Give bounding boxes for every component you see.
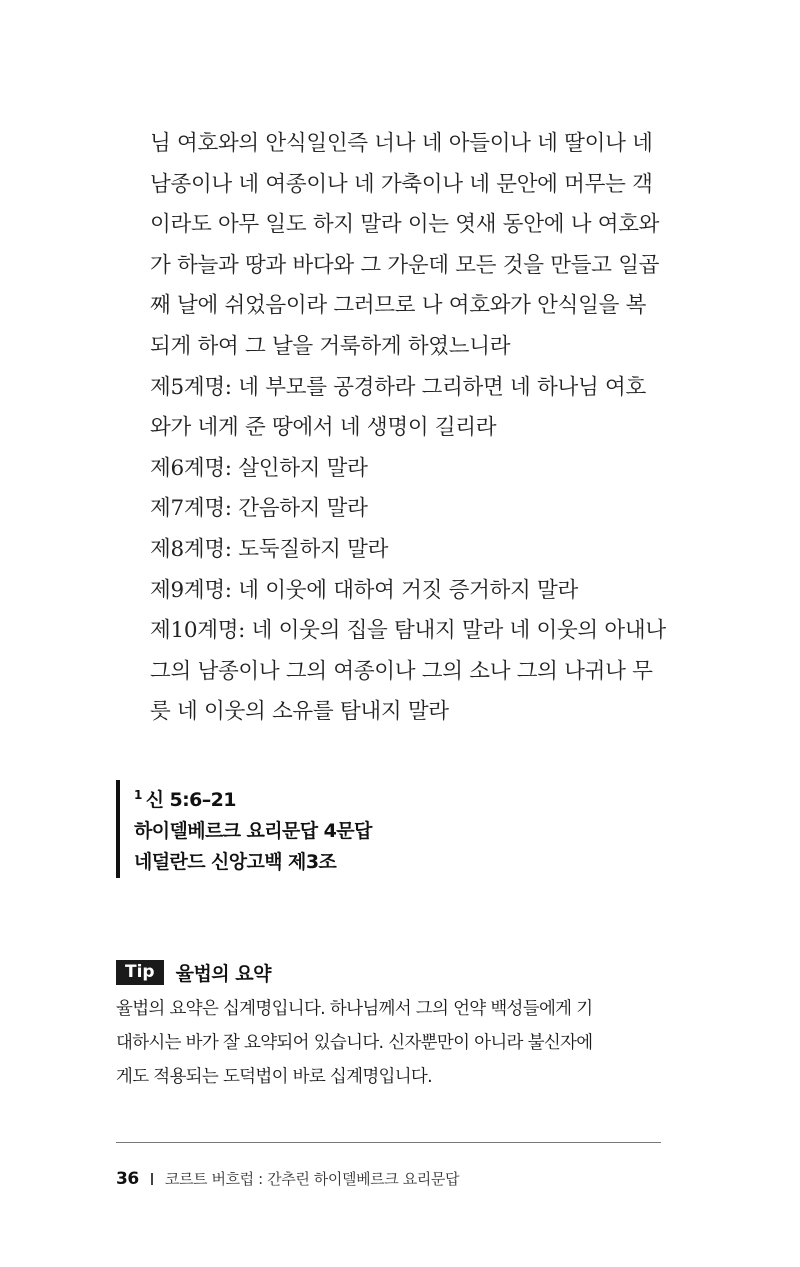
tip-body xyxy=(116,992,676,1094)
reference-scripture: 신 5:6–21 xyxy=(145,789,236,811)
verse-line-commandment-8: 제8계명: 도둑질하지 말라 xyxy=(150,536,389,562)
verse-line: 째 날에 쉬었음이라 그러므로 나 여호와가 안식일을 복 xyxy=(150,293,647,319)
page-footer xyxy=(116,1168,459,1189)
tip-header xyxy=(116,958,271,986)
verse-line: 와가 네게 준 땅에서 네 생명이 길리라 xyxy=(150,415,497,441)
footer-divider xyxy=(116,1142,661,1143)
verse-line: 남종이나 네 여종이나 네 가축이나 네 문안에 머무는 객 xyxy=(150,171,653,197)
verse-line: 님 여호와의 안식일인즉 너나 네 아들이나 네 딸이나 네 xyxy=(150,131,653,156)
footer-separator xyxy=(151,1173,153,1185)
page-number: 36 xyxy=(116,1168,139,1189)
verse-line-commandment-10: 제10계명: 네 이웃의 집을 탐내지 말라 네 이웃의 아내나 xyxy=(150,618,666,644)
reference-line-catechism: 하이델베르크 요리문답 4문답 xyxy=(134,820,372,842)
scripture-passage xyxy=(150,124,670,733)
verse-line: 그의 남종이나 그의 여종이나 그의 소나 그의 나귀나 무 xyxy=(150,658,653,684)
footnote-mark: 1 xyxy=(134,788,142,802)
verse-line-commandment-6: 제6계명: 살인하지 말라 xyxy=(150,455,368,481)
verse-line: 가 하늘과 땅과 바다와 그 가운데 모든 것을 만들고 일곱 xyxy=(150,252,660,278)
verse-line: 릇 네 이웃의 소유를 탐내지 말라 xyxy=(150,699,449,725)
tip-body-line: 게도 적용되는 도덕법이 바로 십계명입니다. xyxy=(116,1067,433,1087)
verse-line-commandment-9: 제9계명: 네 이웃에 대하여 거짓 증거하지 말라 xyxy=(150,577,578,603)
tip-badge: Tip xyxy=(116,960,164,985)
verse-line: 이라도 아무 일도 하지 말라 이는 엿새 동안에 나 여호와 xyxy=(150,212,660,238)
reference-line-scripture xyxy=(134,780,372,816)
tip-body-line: 대하시는 바가 잘 요약되어 있습니다. 신자뿐만이 아니라 불신자에 xyxy=(116,1033,593,1053)
verse-line-commandment-7: 제7계명: 간음하지 말라 xyxy=(150,496,368,522)
book-title: 코르트 버흐럽 : 간추린 하이델베르크 요리문답 xyxy=(164,1170,460,1188)
reference-line-confession: 네덜란드 신앙고백 제3조 xyxy=(134,851,337,873)
reference-block xyxy=(116,780,372,878)
verse-line: 되게 하여 그 날을 거룩하게 하였느니라 xyxy=(150,333,511,359)
tip-body-line: 율법의 요약은 십계명입니다. 하나님께서 그의 언약 백성들에게 기 xyxy=(116,999,593,1019)
tip-title: 율법의 요약 xyxy=(175,962,271,985)
verse-line-commandment-5: 제5계명: 네 부모를 공경하라 그리하면 네 하나님 여호 xyxy=(150,374,646,400)
